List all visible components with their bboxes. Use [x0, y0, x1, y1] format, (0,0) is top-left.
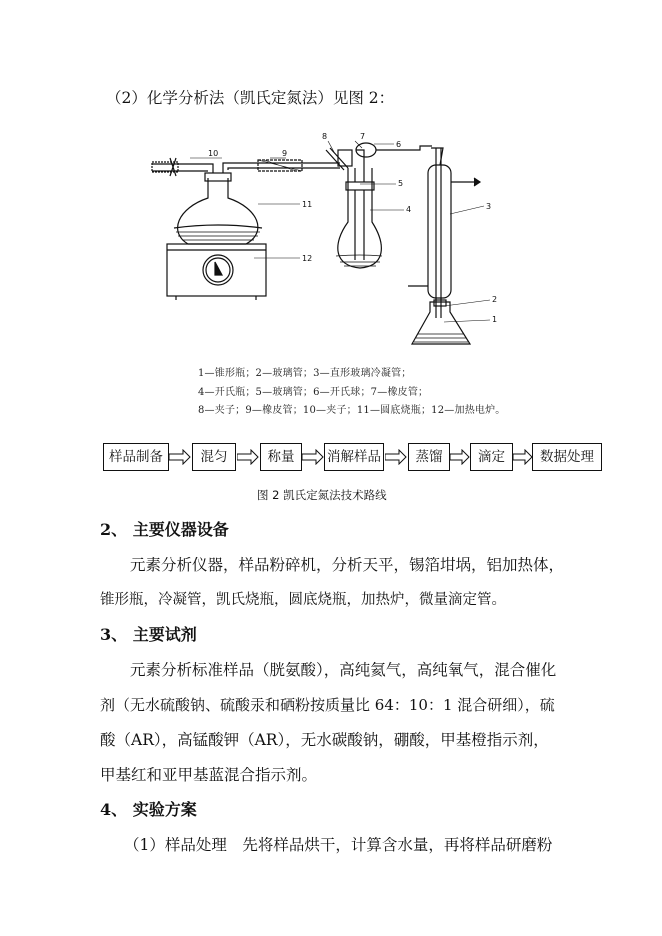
flow-arrow-icon: [237, 449, 259, 465]
figure-caption: 图 2 凯氏定氮法技术路线: [257, 488, 387, 502]
fig-num-11: 11: [302, 200, 313, 209]
section-4-line-1: （1）样品处理 先将样品烘干，计算含水量，再将样品研磨粉: [124, 836, 553, 854]
flow-step-sample-prep: 样品制备: [103, 443, 169, 471]
flow-arrow-icon: [169, 449, 191, 465]
section-2-heading: 2、 主要仪器设备: [100, 520, 229, 539]
kjeldahl-bulb: [356, 143, 432, 160]
section-2-line-2: 锥形瓶，冷凝管，凯氏烧瓶，圆底烧瓶，加热炉，微量滴定管。: [100, 592, 506, 608]
round-bottom-flask: [174, 170, 262, 244]
section-2-line-1: 元素分析仪器，样品粉碎机，分析天平，锡箔坩埚，铝加热体，: [130, 556, 565, 574]
fig-num-2: 2: [492, 295, 498, 304]
figure-legend: [198, 365, 506, 421]
fig-num-12: 12: [302, 254, 313, 263]
section-4-heading: 4、 实验方案: [100, 800, 197, 819]
flow-step-digest: 消解样品: [324, 443, 384, 471]
section-3-line-1: 元素分析标准样品（胱氨酸），高纯氦气，高纯氧气，混合催化: [130, 661, 557, 679]
fig-num-6: 6: [396, 140, 402, 149]
flow-arrow-icon: [450, 449, 470, 465]
section-3-line-4: 甲基红和亚甲基蓝混合指示剂。: [100, 766, 318, 784]
flow-step-distill: 蒸馏: [408, 443, 450, 471]
section-3-heading: 3、 主要试剂: [100, 625, 197, 644]
flow-step-weigh: 称量: [260, 443, 302, 471]
legend-line-3: 8—夹子；9—橡皮管；10—夹子；11—圆底烧瓶；12—加热电炉。: [198, 405, 506, 416]
fig-num-1: 1: [492, 315, 498, 324]
clamp: [326, 148, 352, 170]
fig-num-4: 4: [406, 205, 412, 214]
condenser: [408, 148, 480, 318]
flow-step-mix: 混匀: [192, 443, 236, 471]
flow-step-data-processing: 数据处理: [532, 443, 602, 471]
connecting-tube: [223, 160, 340, 171]
flow-arrow-icon: [302, 449, 324, 465]
fig-num-9: 9: [282, 149, 288, 158]
flow-step-titrate: 滴定: [470, 443, 513, 471]
flow-arrow-icon: [513, 449, 533, 465]
fig-num-3: 3: [486, 202, 492, 211]
legend-line-1: 1—锥形瓶；2—玻璃管；3—直形玻璃冷凝管；: [198, 368, 412, 379]
section-3-line-3: 酸（AR），高锰酸钾（AR），无水碳酸钠，硼酸，甲基橙指示剂，: [100, 731, 549, 749]
fig-num-5: 5: [398, 179, 404, 188]
kjeldahl-flask: [336, 160, 382, 268]
fig-num-8: 8: [322, 132, 328, 141]
section-3-line-2: 剂（无水硫酸钠、硫酸汞和硒粉按质量比 64：10：1 混合研细），硫: [100, 696, 555, 714]
fig-num-10: 10: [208, 149, 219, 158]
kjeldahl-apparatus-figure: [0, 0, 662, 360]
fig-num-7: 7: [360, 132, 366, 141]
intro-line: （2）化学分析法（凯氏定氮法）见图 2：: [106, 89, 395, 107]
heating-stove: [167, 244, 266, 300]
flow-arrow-icon: [385, 449, 407, 465]
left-tube: [152, 158, 213, 176]
legend-line-2: 4—开氏瓶；5—玻璃管；6—开氏球；7—橡皮管；: [198, 386, 429, 398]
